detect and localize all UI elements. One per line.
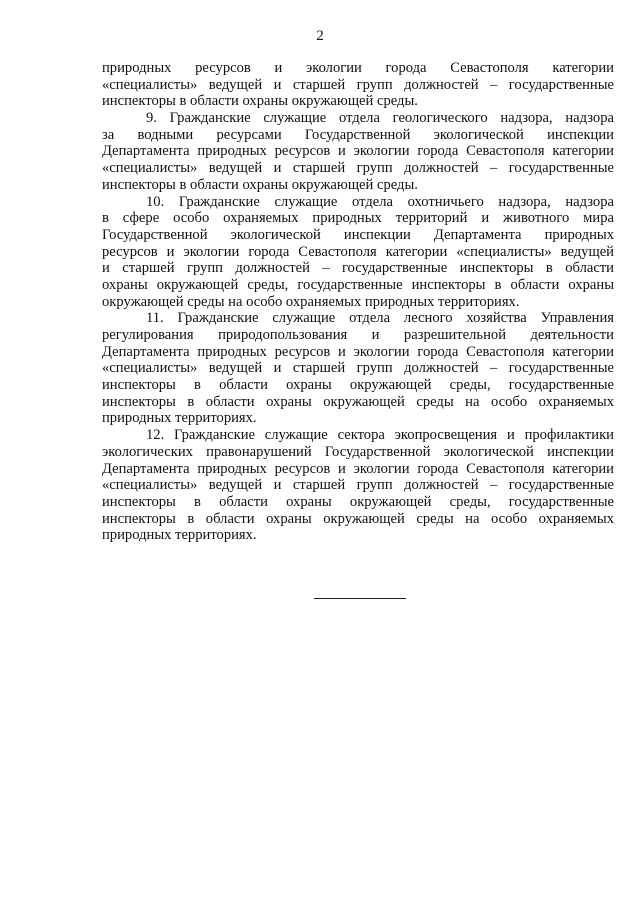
page-number: 2	[316, 28, 324, 44]
text-line: охраны окружающей среды, государственные инспекторы в области охраны	[102, 276, 614, 293]
text-line: за водными ресурсами Государственной экологической инспекции	[102, 126, 614, 143]
text-line: природных территориях.	[102, 410, 257, 427]
text-line: «специалисты» ведущей и старшей групп должностей – государственные	[102, 160, 614, 177]
text-line: инспекторы в области охраны окружающей среды на особо охраняемых	[102, 393, 614, 410]
text-line: Государственной экологической инспекции Департамента природных	[102, 226, 614, 243]
text-line: 11. Гражданские служащие отдела лесного хозяйства Управления	[146, 310, 614, 327]
text-line: природных ресурсов и экологии города Севастополя категории	[102, 60, 614, 76]
text-line: ресурсов и экологии города Севастополя категории «специалисты» ведущей	[102, 243, 614, 260]
text-line: регулирования природопользования и разрешительной деятельности	[102, 327, 614, 343]
text-line: в сфере особо охраняемых природных территорий и животного мира	[102, 210, 614, 227]
text-line: инспекторы в области охраны окружающей среды.	[102, 176, 418, 193]
text-line: 10. Гражданские служащие отдела охотничьего надзора, надзора	[146, 193, 614, 210]
text-line: природных территориях.	[102, 527, 257, 544]
body-text	[102, 60, 614, 544]
text-line: «специалисты» ведущей и старшей групп должностей – государственные	[102, 477, 614, 494]
text-line: инспекторы в области охраны окружающей среды, государственные	[102, 377, 614, 394]
end-rule	[314, 598, 406, 599]
text-line: «специалисты» ведущей и старшей групп должностей – государственные	[102, 360, 614, 377]
text-line: Департамента природных ресурсов и экологии города Севастополя категории	[102, 343, 614, 360]
text-line: окружающей среды на особо охраняемых природных территориях.	[102, 293, 520, 310]
text-line: 9. Гражданские служащие отдела геологического надзора, надзора	[146, 110, 614, 127]
text-line: и старшей групп должностей – государственные инспекторы в области	[102, 260, 614, 277]
text-line: Департамента природных ресурсов и экологии города Севастополя категории	[102, 143, 614, 160]
text-line: инспекторы в области охраны окружающей среды на особо охраняемых	[102, 510, 614, 527]
text-line: инспекторы в области охраны окружающей среды, государственные	[102, 493, 614, 510]
text-line: экологических правонарушений Государственной экологической инспекции	[102, 443, 614, 460]
text-line: 12. Гражданские служащие сектора экопросвещения и профилактики	[146, 427, 614, 444]
text-line: «специалисты» ведущей и старшей групп должностей – государственные	[102, 76, 614, 93]
text-line: инспекторы в области охраны окружающей среды.	[102, 93, 418, 110]
text-line: Департамента природных ресурсов и экологии города Севастополя категории	[102, 460, 614, 477]
